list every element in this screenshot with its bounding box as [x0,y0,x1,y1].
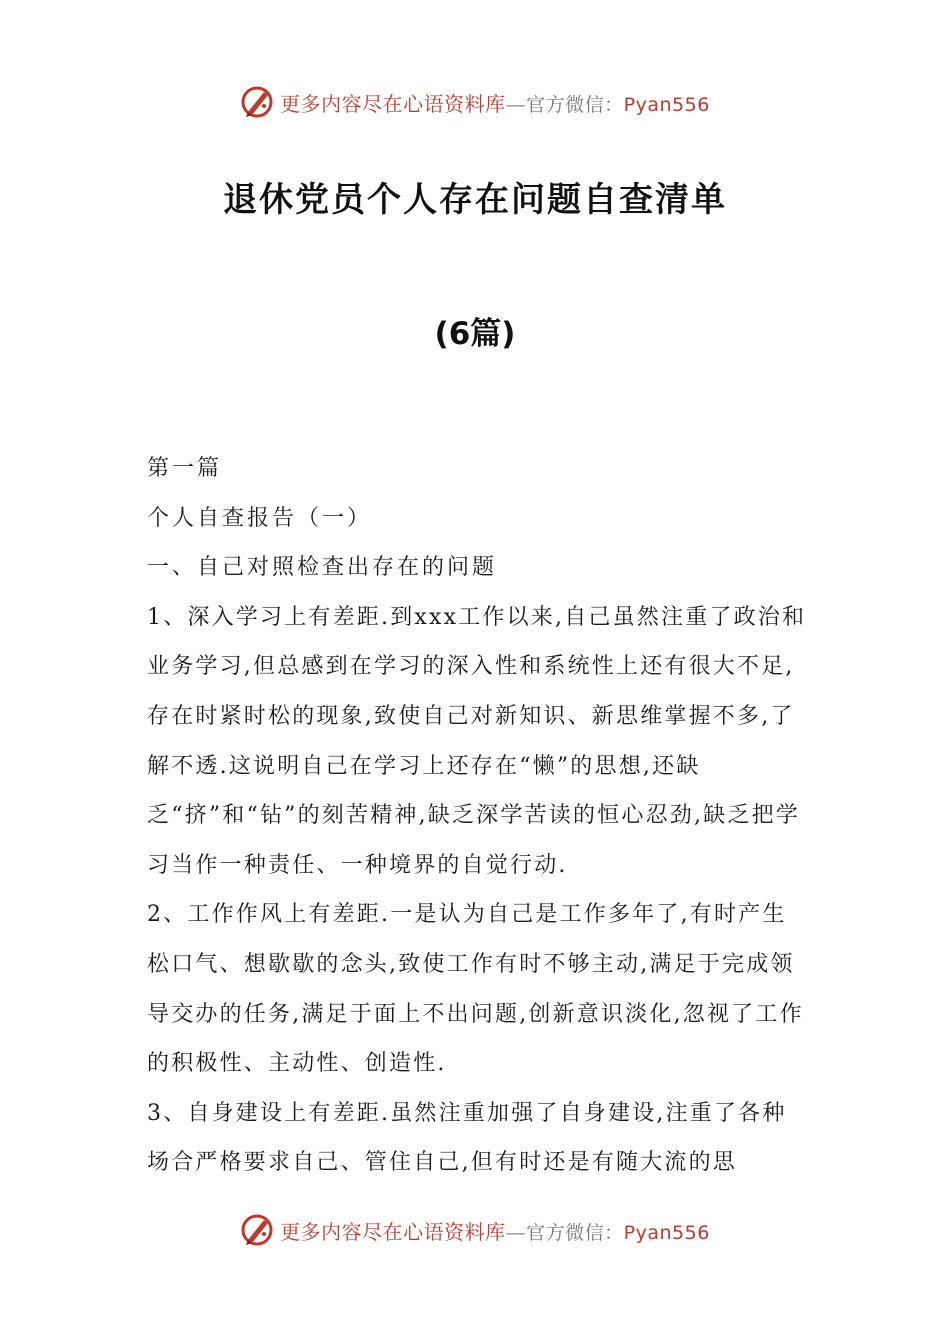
watermark-banner-bottom [0,1210,950,1250]
part-heading: 一、自己对照检查出存在的问题 [147,555,498,581]
pen-logo-icon [240,1212,276,1248]
section-label: 第一篇 [147,456,223,481]
paragraph-3: 3、自身建设上有差距.虽然注重加强了自身建设,注重了各种场合严格要求自己、管住自己,但有时还是有随大流的思 [147,1100,787,1176]
watermark-text: 更多内容尽在心语资料库—官方微信：Pyan556 [280,1219,710,1244]
paragraph-1: 1、深入学习上有差距.到xxx工作以来,自己虽然注重了政治和业务学习,但总感到在学习的深入性和系统性上还有很大不足,存在时紧时松的现象,致使自己对新知识、新思维掌握不多,了解不透.这说明自己在学习上还存在“懒”的思想,还缺乏“挤”和“钻”的刻苦精神,缺乏深学苦读的恒心忍劲,缺乏把学习当作一种责任、一种境界的自觉行动. [147,604,807,878]
paragraph-2: 2、工作作风上有差距.一是认为自己是工作多年了,有时产生松口气、想歇歇的念头,致使工作有时不够主动,满足于完成领导交办的任务,满足于面上不出问题,创新意识淡化,忽视了工作的积极性、主动性、创造性. [147,902,804,1077]
report-title: 个人自查报告（一） [147,505,373,531]
watermark-text: 更多内容尽在心语资料库—官方微信：Pyan556 [280,91,710,116]
document-title: 退休党员个人存在问题自查清单 [223,180,727,220]
document-body [147,444,809,1188]
watermark-banner-top [0,82,950,122]
pen-logo-icon [240,84,276,120]
document-subtitle: (6篇) [434,316,516,352]
